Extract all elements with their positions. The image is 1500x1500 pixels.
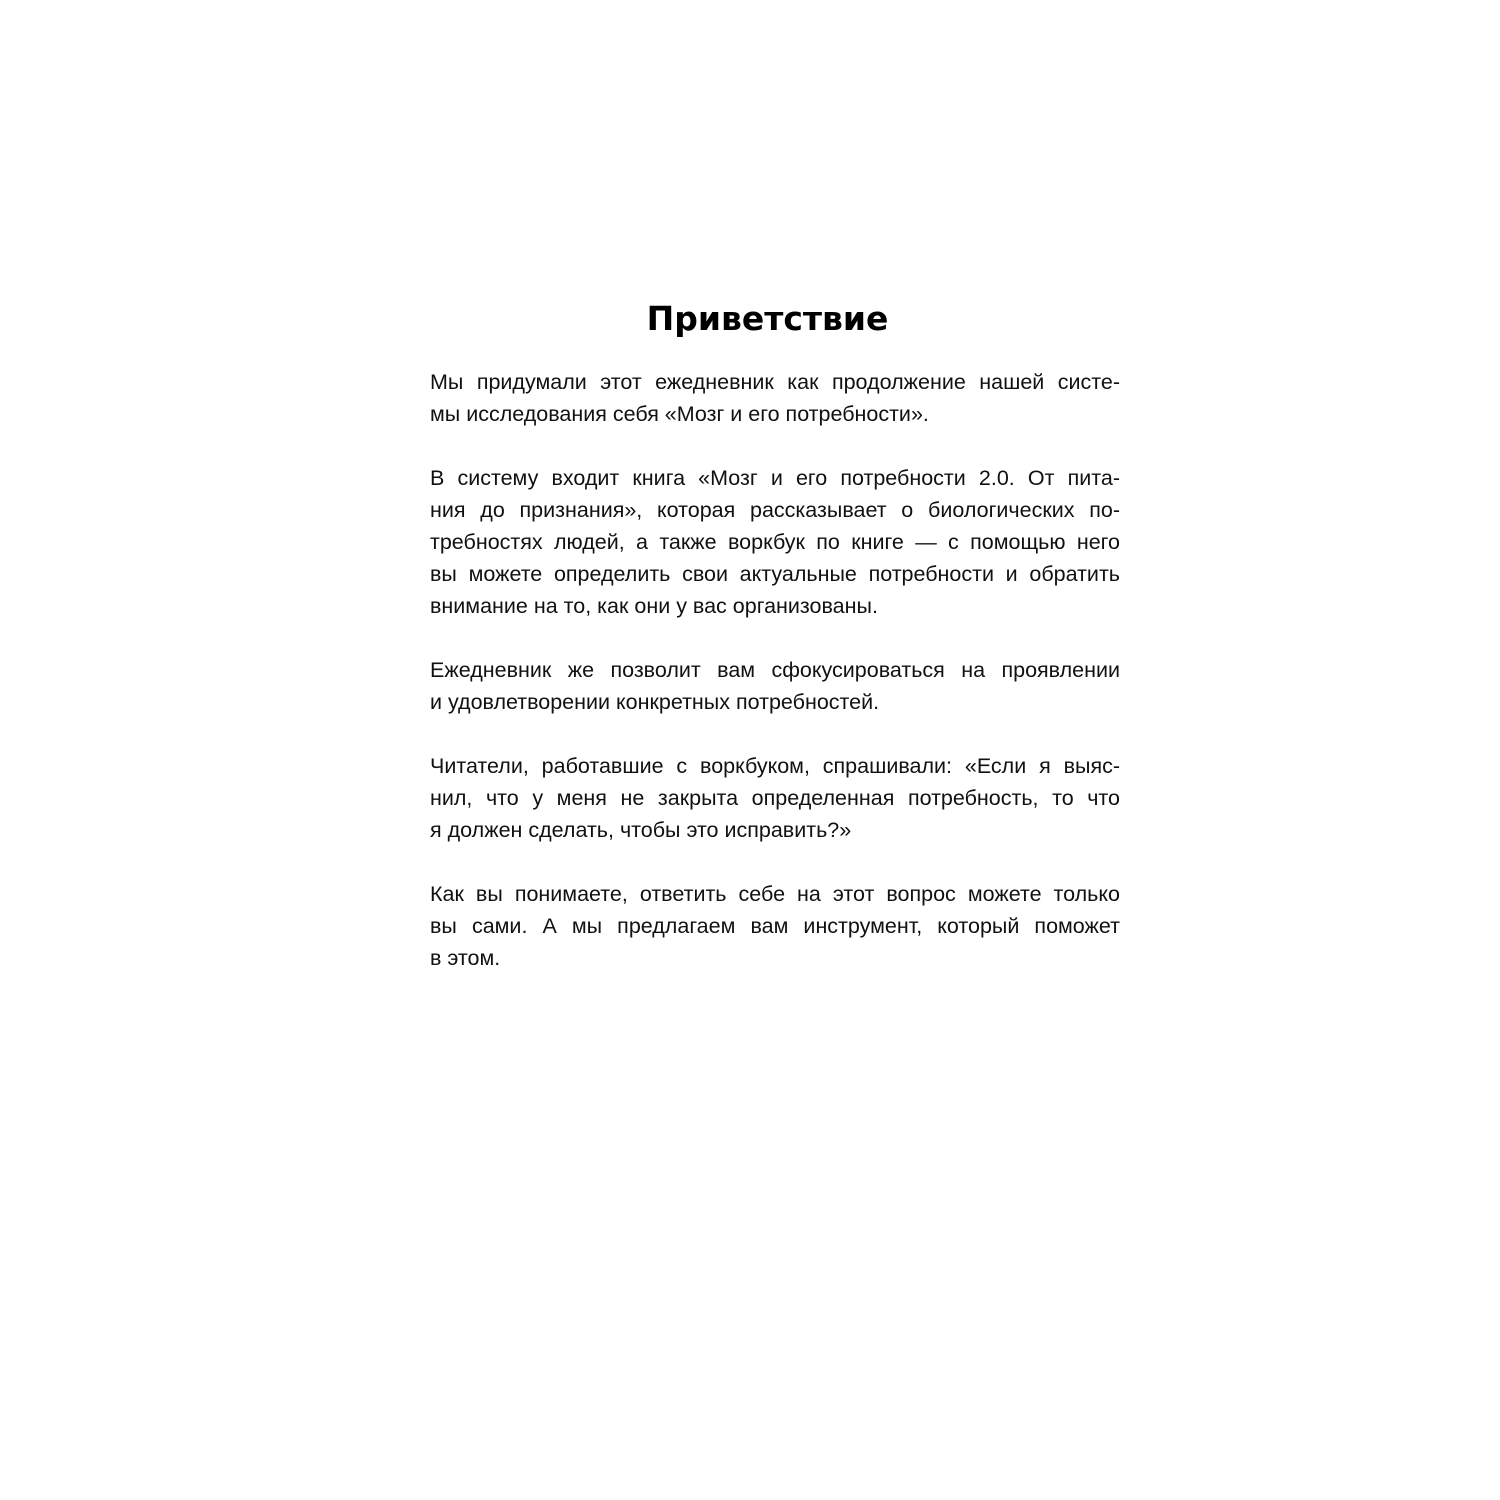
text-line: ния до признания», которая рассказывает о биологических по- [430,498,1120,522]
text-line: Читатели, работавшие с воркбуком, спрашивали: «Если я выяс- [430,754,1120,778]
text-line: нил, что у меня не закрыта определенная потребность, то что [430,786,1120,810]
text-line: я должен сделать, чтобы это исправить?» [430,818,852,842]
paragraph-diary-focus [430,654,1120,718]
text-line: и удовлетворении конкретных потребностей. [430,690,880,714]
paragraph-readers-question [430,750,1120,846]
text-line: в этом. [430,946,501,970]
text-line: требностях людей, а также воркбук по книге — с помощью него [430,530,1120,554]
text-line: В систему входит книга «Мозг и его потребности 2.0. От пита- [430,466,1120,490]
text-line: мы исследования себя «Мозг и его потребности». [430,402,929,426]
text-line: вы сами. А мы предлагаем вам инструмент, который поможет [430,914,1120,938]
body-text [430,366,1120,1006]
text-line: Ежедневник же позволит вам сфокусироваться на проявлении [430,658,1120,682]
text-line: Как вы понимаете, ответить себе на этот вопрос можете только [430,882,1120,906]
paragraph-answer [430,878,1120,974]
paragraph-system [430,462,1120,622]
paragraph-intro [430,366,1120,430]
text-line: Мы придумали этот ежедневник как продолжение нашей систе- [430,370,1120,394]
text-line: внимание на то, как они у вас организованы. [430,594,878,618]
page-title: Приветствие [646,299,889,338]
text-line: вы можете определить свои актуальные потребности и обратить [430,562,1120,586]
